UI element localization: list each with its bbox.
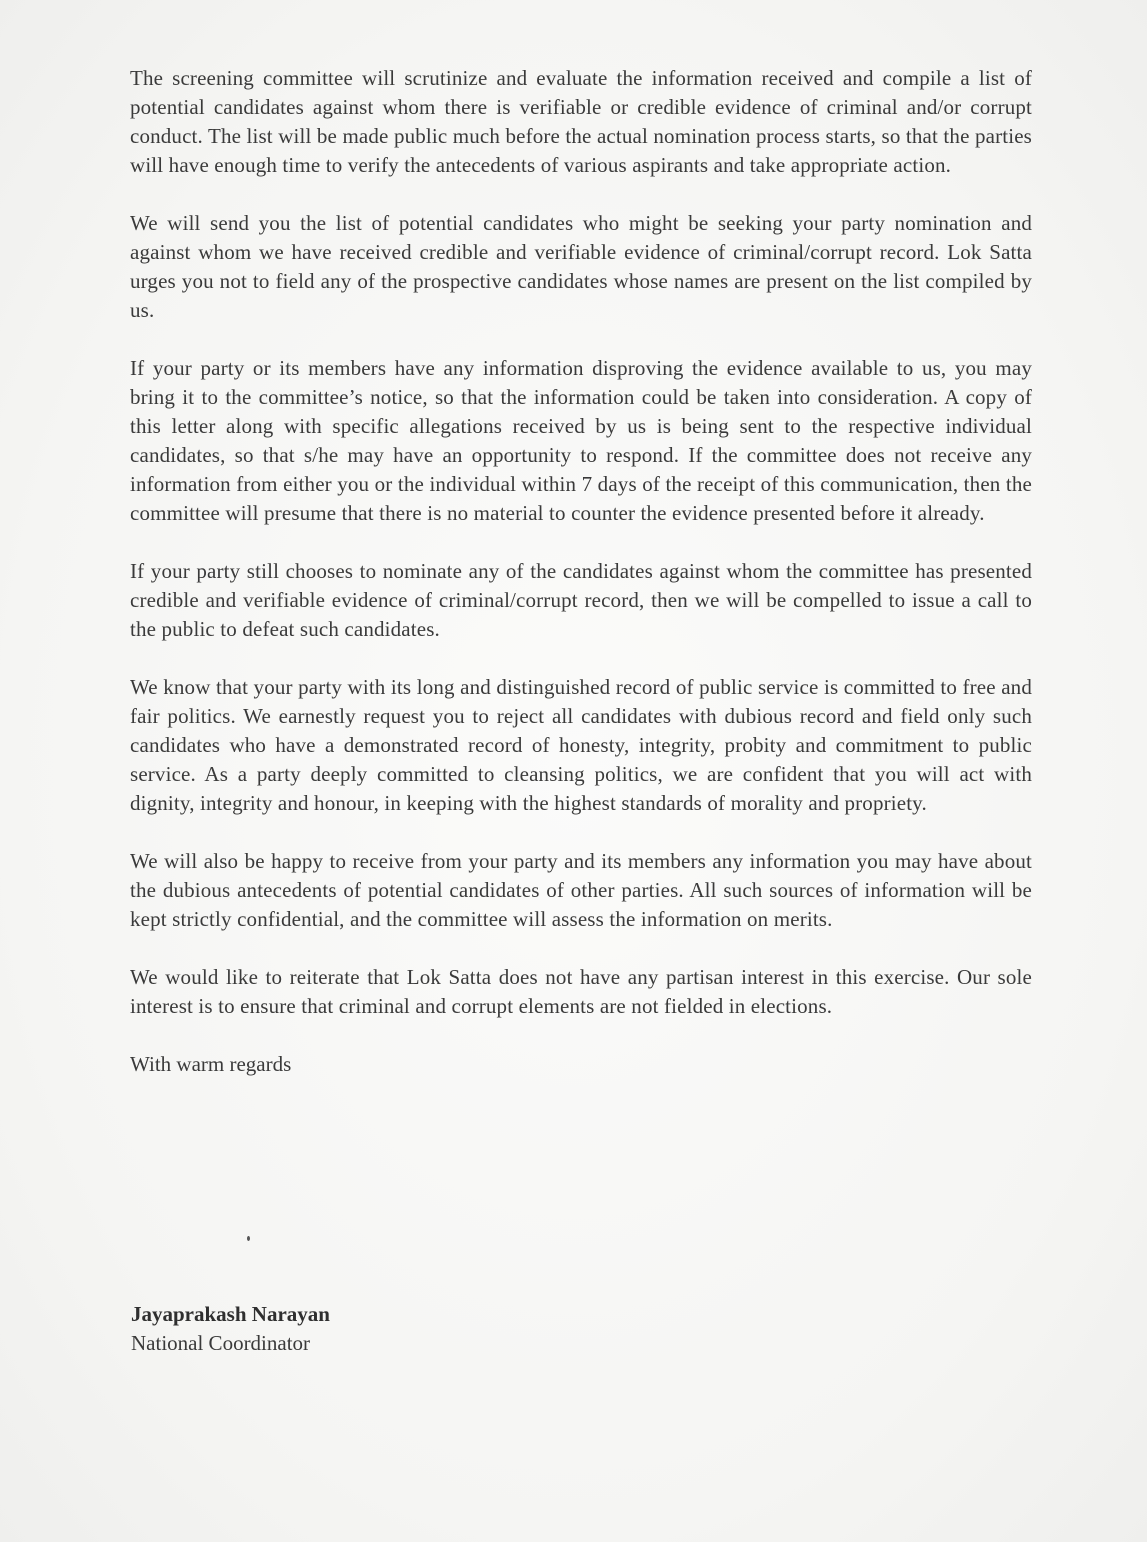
paragraph-other-parties: We will also be happy to receive from your party and its members any information you may have about the dubious antecedents of potential candidates of other parties. All such sources of information will be kept strictly confidential, and the committee will assess the information on merits. [130, 849, 1032, 931]
paragraph-public-call: If your party still chooses to nominate any of the candidates against whom the committee has presented credible and verifiable evidence of criminal/corrupt record, then we will be compelled to issue a call to the public to defeat such candidates. [130, 559, 1032, 641]
paragraph-candidate-list: We will send you the list of potential candidates who might be seeking your party nomination and against whom we have received credible and verifiable evidence of criminal/corrupt record. Lok Satta urges you not to field any of the prospective candidates whose names are present on the list compiled by us. [130, 211, 1032, 322]
letter-body [130, 64, 1032, 1079]
ink-speck [247, 1236, 250, 1241]
paragraph-reiteration: We would like to reiterate that Lok Satta does not have any partisan interest in this exercise. Our sole interest is to ensure that criminal and corrupt elements are not fielded in elections. [130, 965, 1032, 1018]
paragraph-screening-committee: The screening committee will scrutinize and evaluate the information received and compile a list of potential candidates against whom there is verifiable or credible evidence of criminal and/or corrupt conduct. The list will be made public much before the actual nomination process starts, so that the parties will have enough time to verify the antecedents of various aspirants and take appropriate action. [130, 66, 1032, 177]
closing-salutation: With warm regards [130, 1052, 292, 1076]
signatory-title: National Coordinator [131, 1331, 311, 1355]
paragraph-disproving-evidence: If your party or its members have any information disproving the evidence available to us, you may bring it to the committee’s notice, so that the information could be taken into consideration. A copy of this letter along with specific allegations received by us is being sent to the respective individual candidates, so that s/he may have an opportunity to respond. If the committee does not receive any information from either you or the individual within 7 days of the receipt of this communication, then the committee will presume that there is no material to counter the evidence presented before it already. [130, 356, 1032, 525]
paragraph-request: We know that your party with its long and distinguished record of public service is committed to free and fair politics. We earnestly request you to reject all candidates with dubious record and field only such candidates who have a demonstrated record of honesty, integrity, probity and commitment to public service. As a party deeply committed to cleansing politics, we are confident that you will act with dignity, integrity and honour, in keeping with the highest standards of morality and propriety. [130, 675, 1032, 815]
signature-block [131, 1300, 330, 1358]
signatory-name: Jayaprakash Narayan [131, 1302, 330, 1326]
